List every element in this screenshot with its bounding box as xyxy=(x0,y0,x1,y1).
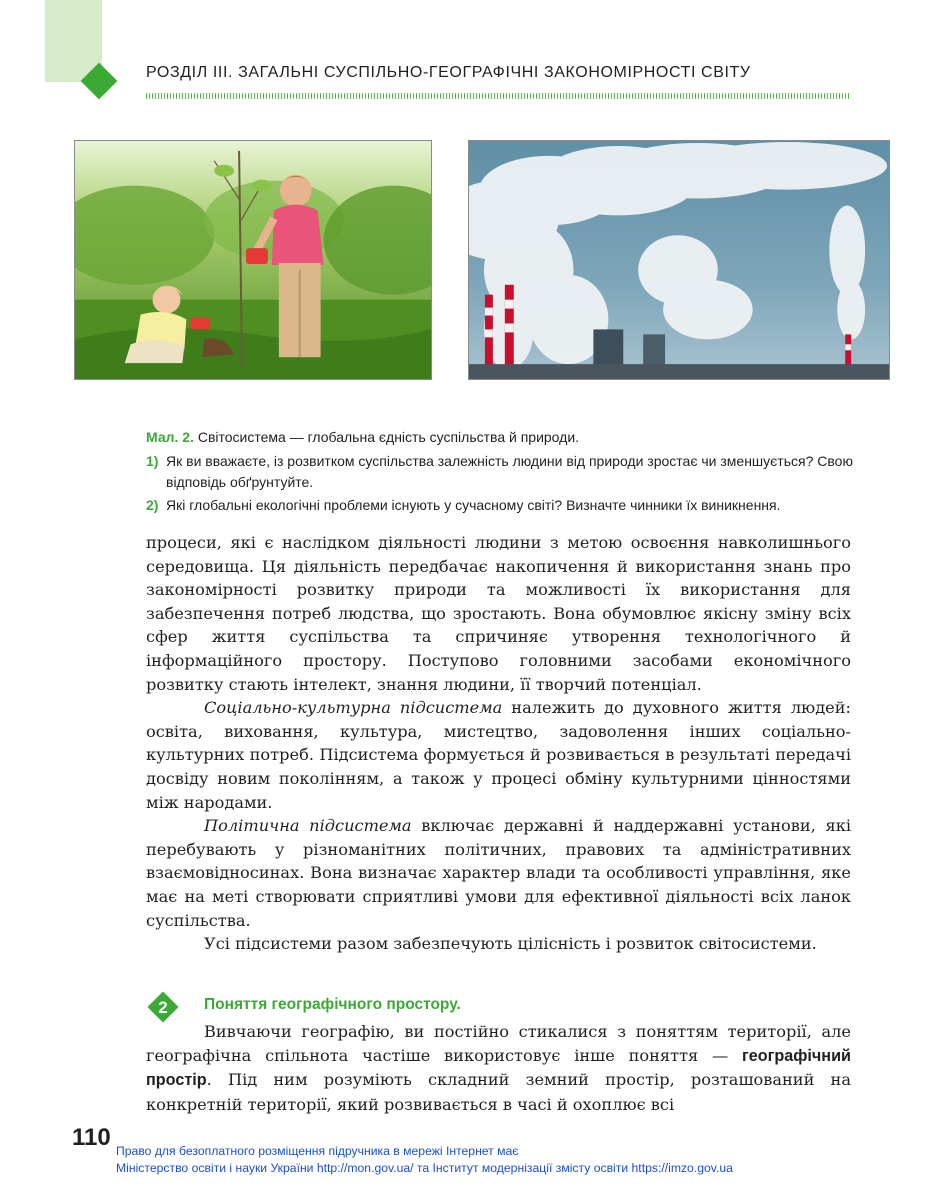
term-italic: Соціально-культурна підсистема xyxy=(204,698,503,718)
question-number: 1) xyxy=(146,453,159,469)
photo-industrial-smoke xyxy=(468,140,890,380)
question-text: Які глобальні екологічні проблеми існують у сучасному світі? Визначте чинники їх виникнення. xyxy=(166,497,781,513)
footer-line: Міністерство освіти і науки України http://mon.gov.ua/ та Інститут модернізації змісту освіти https://imzo.gov.ua xyxy=(116,1161,733,1175)
question-item xyxy=(146,451,858,493)
section-title: Поняття географічного простору. xyxy=(204,996,461,1013)
footer-line: Право для безоплатного розміщення підручника в мережі Інтернет має xyxy=(116,1144,519,1158)
section-text xyxy=(146,1020,851,1116)
question-text: Як ви вважаєте, із розвитком суспільства залежність людини від природи зростає чи зменшується? Свою відповідь обґрунтуйте. xyxy=(166,453,853,490)
figure-caption xyxy=(146,429,856,445)
paragraph xyxy=(146,696,851,814)
main-text xyxy=(146,531,851,956)
children-planting-image xyxy=(75,141,431,379)
paragraph: Усі підсистеми разом забезпечують цілісність і розвиток світосистеми. xyxy=(204,934,817,954)
question-number: 2) xyxy=(146,497,159,513)
paragraph-text: . Під ним розуміють складний земний простір, розташований на конкретній території, який розвивається в часі й охоплює всі xyxy=(146,1070,851,1114)
figure-label: Мал. 2. xyxy=(146,429,194,445)
question-item xyxy=(146,495,858,516)
chapter-title: РОЗДІЛ III. ЗАГАЛЬНІ СУСПІЛЬНО-ГЕОГРАФІЧНІ ЗАКОНОМІРНОСТІ СВІТУ xyxy=(146,64,751,81)
photo-children-planting xyxy=(74,140,432,380)
footer-notice xyxy=(116,1143,916,1177)
paragraph-text: належить до духовного життя людей: освіта, виховання, культура, мистецтво, задоволення інших соціально-культурних потреб. Підсистема формується й розвивається в результаті передачі досвіду новим поколінням, а також у процесі обміну культурними цінностями між народами. xyxy=(146,698,851,812)
term-italic: Політична підсистема xyxy=(204,816,412,836)
industrial-smoke-image xyxy=(469,141,889,379)
term-bold: географічний простір xyxy=(146,1046,851,1090)
paragraph xyxy=(146,814,851,932)
section-number: 2 xyxy=(158,998,168,1017)
paragraph xyxy=(146,1020,851,1116)
paragraph-text: включає державні й наддержавні установи, які перебувають у різноманітних політичних, правових та адміністративних взаємовідносинах. Вона визначає характер влади та особливості управління, яке має на меті створювати сприятливі умови для ефективної діяльності всіх ланок суспільства. xyxy=(146,816,851,930)
paragraph: процеси, які є наслідком діяльності людини з метою освоєння навколишнього середовища. Ця діяльність передбачає накопичення й використання знань про закономірності розвитку природи та можливості їх використання для забезпечення потреб людства, що зростають. Вона обумовлює якісну зміну всіх сфер життя суспільства та спричиняє утворення технологічного й інформаційного простору. Поступово головними засобами економічного розвитку стають інтелект, знання людини, її творчий потенціал. xyxy=(146,533,851,694)
paragraph-text: Вивчаючи географію, ви постійно стикалися з поняттям території, але географічна спільнота частіше використовує інше поняття — xyxy=(146,1022,851,1065)
figure-caption-text: Світосистема — глобальна єдність суспільства й природи. xyxy=(197,429,580,445)
page-number: 110 xyxy=(72,1124,111,1151)
header-divider xyxy=(146,93,851,99)
